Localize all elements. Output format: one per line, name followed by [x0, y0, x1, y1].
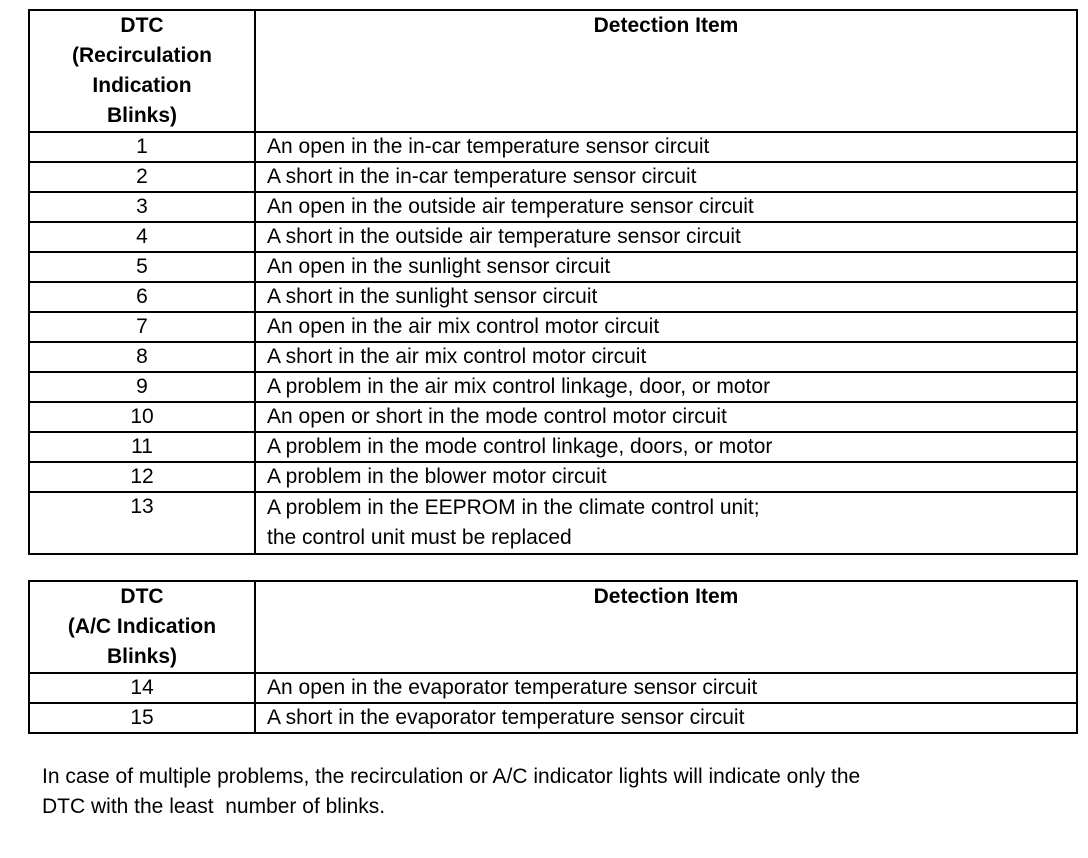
note-line: DTC with the least number of blinks. [42, 795, 386, 818]
detection-item: An open in the outside air temperature sensor circuit [255, 192, 1077, 222]
table-row [29, 282, 1077, 312]
detection-item: A problem in the mode control linkage, doors, or motor [255, 432, 1077, 462]
dtc-code: 4 [29, 222, 255, 252]
dtc-code: 10 [29, 402, 255, 432]
detection-item [255, 492, 1077, 554]
dtc-header-line: DTC [120, 14, 164, 37]
table-row [29, 222, 1077, 252]
table-row [29, 432, 1077, 462]
dtc-header-lines [30, 582, 254, 672]
dtc-code: 1 [29, 132, 255, 162]
dtc-code: 6 [29, 282, 255, 312]
dtc-code: 8 [29, 342, 255, 372]
detection-item-header: Detection Item [255, 581, 1077, 673]
table-row [29, 162, 1077, 192]
dtc-header-line: (Recirculation [71, 44, 213, 67]
detection-item: A short in the in-car temperature sensor circuit [255, 162, 1077, 192]
detection-item: A short in the outside air temperature sensor circuit [255, 222, 1077, 252]
dtc-column-header [29, 10, 255, 132]
detection-item: A short in the air mix control motor circuit [255, 342, 1077, 372]
detection-item-line: A problem in the EEPROM in the climate control unit; [267, 496, 760, 519]
table-row [29, 192, 1077, 222]
dtc-code: 13 [29, 492, 255, 554]
table-row [29, 492, 1077, 554]
detection-item: An open in the sunlight sensor circuit [255, 252, 1077, 282]
dtc-header-line: Blinks) [106, 104, 177, 127]
table-row [29, 673, 1077, 703]
dtc-code: 12 [29, 462, 255, 492]
dtc-header-line: DTC [120, 585, 164, 608]
table-header-row [29, 10, 1077, 132]
detection-item: An open in the air mix control motor circuit [255, 312, 1077, 342]
detection-item: An open in the in-car temperature sensor circuit [255, 132, 1077, 162]
table-row [29, 703, 1077, 733]
dtc-code: 14 [29, 673, 255, 703]
multiple-problems-note [42, 762, 1088, 822]
detection-item: A problem in the blower motor circuit [255, 462, 1077, 492]
dtc-column-header [29, 581, 255, 673]
dtc-code: 5 [29, 252, 255, 282]
dtc-code: 11 [29, 432, 255, 462]
dtc-recirculation-table [28, 9, 1078, 555]
dtc-ac-table [28, 580, 1078, 734]
table-row [29, 402, 1077, 432]
detection-item: An open in the evaporator temperature sensor circuit [255, 673, 1077, 703]
dtc-code: 7 [29, 312, 255, 342]
detection-item: An open or short in the mode control motor circuit [255, 402, 1077, 432]
detection-item: A problem in the air mix control linkage, door, or motor [255, 372, 1077, 402]
dtc-header-line: Indication [92, 74, 192, 97]
dtc-header-line: Blinks) [106, 645, 177, 668]
detection-item: A short in the sunlight sensor circuit [255, 282, 1077, 312]
dtc-code: 9 [29, 372, 255, 402]
detection-item: A short in the evaporator temperature sensor circuit [255, 703, 1077, 733]
dtc-header-line: (A/C Indication [67, 615, 217, 638]
table-header-row [29, 581, 1077, 673]
dtc-code: 3 [29, 192, 255, 222]
table-row [29, 342, 1077, 372]
table-row [29, 132, 1077, 162]
detection-item-header: Detection Item [255, 10, 1077, 132]
dtc-header-lines [30, 11, 254, 131]
dtc-code: 2 [29, 162, 255, 192]
table-row [29, 252, 1077, 282]
note-line: In case of multiple problems, the recirculation or A/C indicator lights will indicate only the [42, 765, 861, 788]
detection-item-line: the control unit must be replaced [267, 526, 572, 549]
table-row [29, 462, 1077, 492]
table-row [29, 372, 1077, 402]
dtc-code: 15 [29, 703, 255, 733]
table-row [29, 312, 1077, 342]
